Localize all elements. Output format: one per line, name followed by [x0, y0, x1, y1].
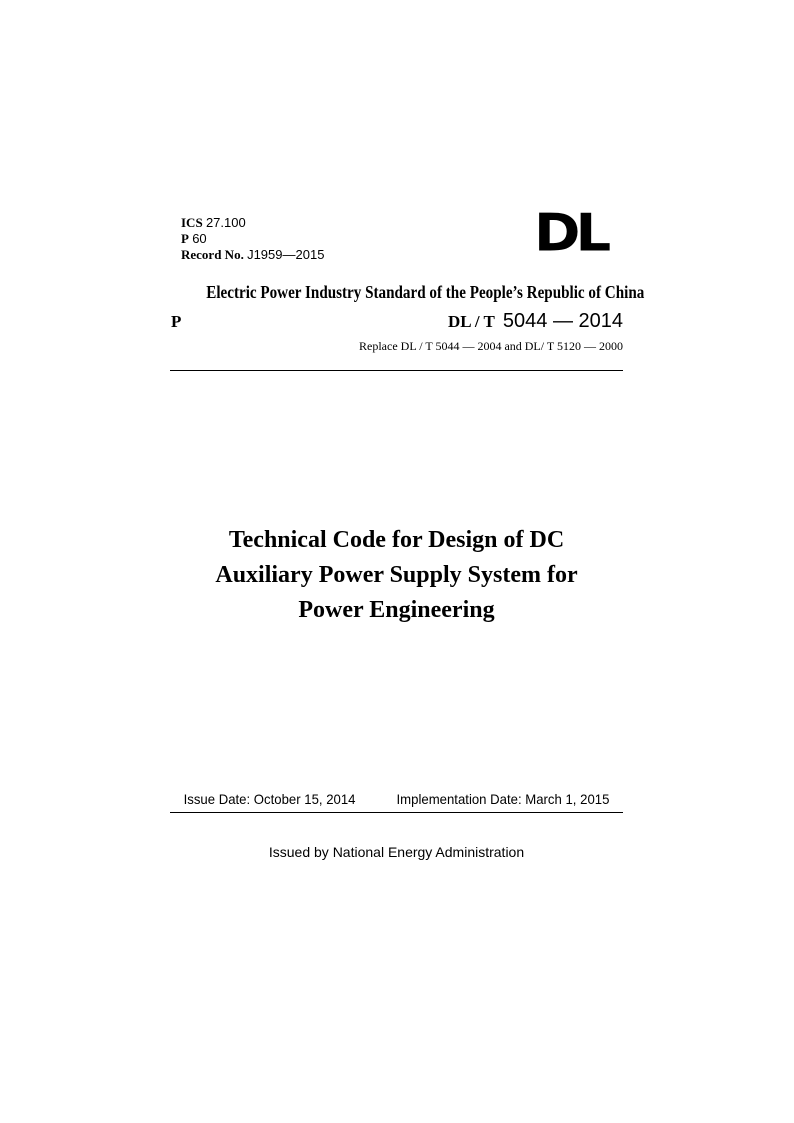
record-number	[181, 247, 324, 263]
standard-number-prefix: DL / T	[447, 312, 495, 331]
ics-code	[181, 215, 324, 231]
record-label: Record No.	[181, 247, 244, 262]
document-title	[170, 523, 623, 628]
document-metadata	[181, 215, 324, 263]
footer-divider	[170, 812, 623, 813]
record-value: J1959—2015	[247, 247, 325, 262]
standard-number-value: 5044 — 2014	[502, 310, 623, 332]
replaces-note: Replace DL / T 5044 — 2004 and DL/ T 5120 — 2000	[359, 339, 623, 353]
implementation-date: Implementation Date: March 1, 2015	[396, 791, 610, 807]
classification-value: 60	[192, 231, 207, 246]
document-title-line-1: Technical Code for Design of DC	[228, 527, 565, 553]
issuer: Issued by National Energy Administration	[268, 844, 525, 860]
header-divider	[170, 370, 623, 371]
document-title-line-3: Power Engineering	[298, 597, 495, 623]
standard-number	[448, 310, 623, 333]
dl-logo: DL	[534, 203, 607, 264]
ics-label: ICS	[181, 215, 203, 230]
classification-label: P	[181, 231, 189, 246]
classification-code	[181, 231, 324, 247]
standard-title: Electric Power Industry Standard of the People’s Republic of China	[206, 282, 645, 302]
category-code: P	[171, 312, 182, 331]
issue-date: Issue Date: October 15, 2014	[183, 791, 356, 807]
document-title-line-2: Auxiliary Power Supply System for	[215, 562, 578, 588]
date-row	[184, 791, 610, 807]
ics-value: 27.100	[205, 215, 246, 230]
